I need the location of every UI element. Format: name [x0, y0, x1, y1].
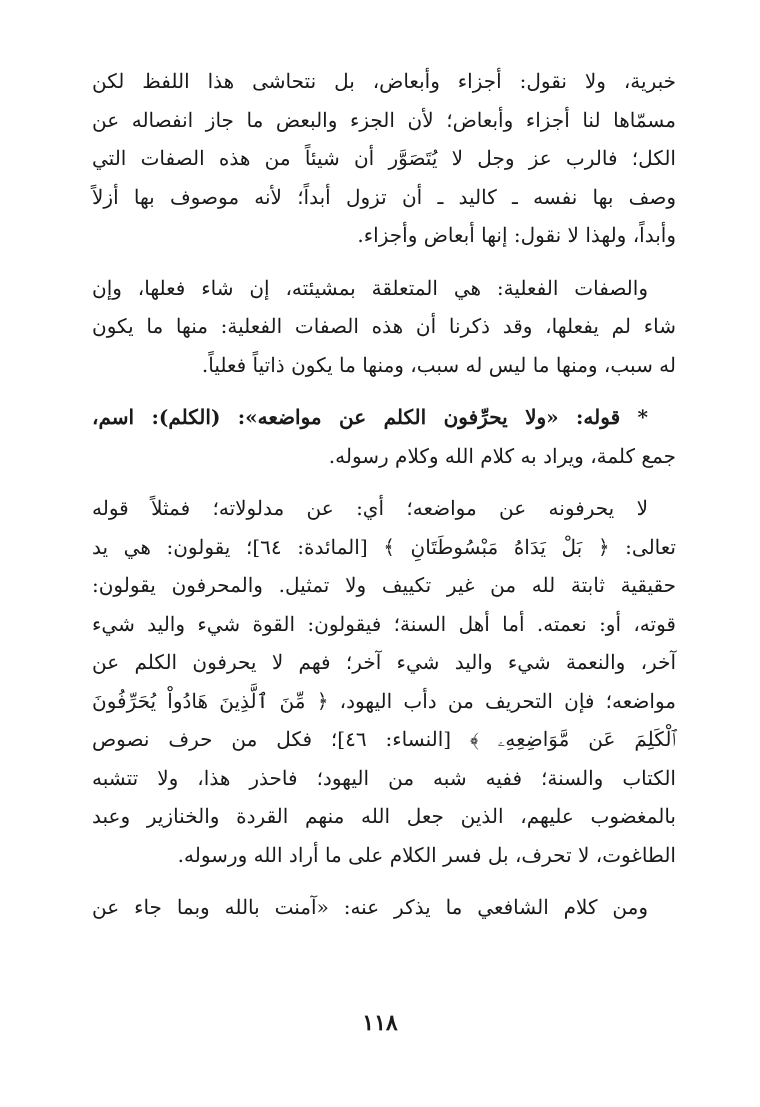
- text-line: آخر، والنعمة شيء واليد شيء آخر؛ فهم لا يحرفون الكلم عن: [92, 650, 676, 674]
- text-line: ومن كلام الشافعي ما يذكر عنه: «آمنت بالله وبما جاء عن: [92, 895, 648, 919]
- text-line: مواضعه؛ فإن التحريف من دأب اليهود، ﴿ مِّنَ ٱلَّذِينَ هَادُواْ يُحَرِّفُونَ: [92, 688, 676, 713]
- text-line: بالمغضوب عليهم، الذين جعل الله منهم القردة والخنازير وعبد: [92, 804, 676, 828]
- text-line: تعالى: ﴿ بَلْ يَدَاهُ مَبْسُوطَتَانِ ﴾ [المائدة: ٦٤]؛ يقولون: هي يد: [92, 534, 676, 559]
- paragraph-continuation: [92, 62, 676, 255]
- page-body: [92, 62, 676, 941]
- text-line: الكل؛ فالرب عز وجل لا يُتَصَوَّر أن شيئاً من هذه الصفات التي: [92, 146, 676, 170]
- text-line: شاء لم يفعلها، وقد ذكرنا أن هذه الصفات الفعلية: منها ما يكون: [92, 314, 676, 338]
- text-line: له سبب، ومنها ما ليس له سبب، ومنها ما يكون ذاتياً فعلياً.: [201, 352, 676, 377]
- paragraph-action-attributes: [92, 269, 676, 385]
- text-line: * قوله: «ولا يحرِّفون الكلم عن مواضعه»: (الكلم): اسم،: [92, 405, 648, 429]
- text-line: الكتاب والسنة؛ ففيه شبه من اليهود؛ فاحذر هذا، ولا تتشبه: [92, 765, 676, 790]
- text-line: الطاغوت، لا تحرف، بل فسر الكلام على ما أراد الله ورسوله.: [177, 842, 676, 867]
- text-line: وصف بها نفسه ـ كاليد ـ أن تزول أبداً؛ لأنه موصوف بها أزلاً: [92, 184, 676, 209]
- text-line: جمع كلمة، ويراد به كلام الله وكلام رسوله.: [328, 443, 676, 468]
- text-line: خبرية، ولا نقول: أجزاء وأبعاض، بل نتحاشى هذا اللفظ لكن: [92, 69, 676, 93]
- text-line: وأبداً، ولهذا لا نقول: إنها أبعاض وأجزاء.: [357, 223, 676, 247]
- text-line: حقيقية ثابتة لله من غير تكييف ولا تمثيل. والمحرفون يقولون:: [92, 573, 676, 597]
- paragraph-shafii-quote: [92, 888, 676, 927]
- text-line: قوته، أو: نعمته. أما أهل السنة؛ فيقولون: القوة شيء واليد شيء: [92, 611, 676, 636]
- text-line: مسمّاها لنا أجزاء وأبعاض؛ لأن الجزء والبعض ما جاز انفصاله عن: [92, 107, 676, 132]
- paragraph-tahrif-explanation: [92, 489, 676, 874]
- paragraph-commentary-heading: [92, 398, 676, 475]
- page-number: ١١٨: [362, 1010, 398, 1036]
- text-line: ٱلْكَلِمَ عَن مَّوَاضِعِهِۦ ﴾ [النساء: ٤٦]؛ فكل من حرف نصوص: [92, 727, 677, 751]
- text-line: لا يحرفونه عن مواضعه؛ أي: عن مدلولاته؛ فمثلاً قوله: [92, 496, 648, 520]
- text-line: والصفات الفعلية: هي المتعلقة بمشيئته، إن شاء فعلها، وإن: [92, 275, 648, 300]
